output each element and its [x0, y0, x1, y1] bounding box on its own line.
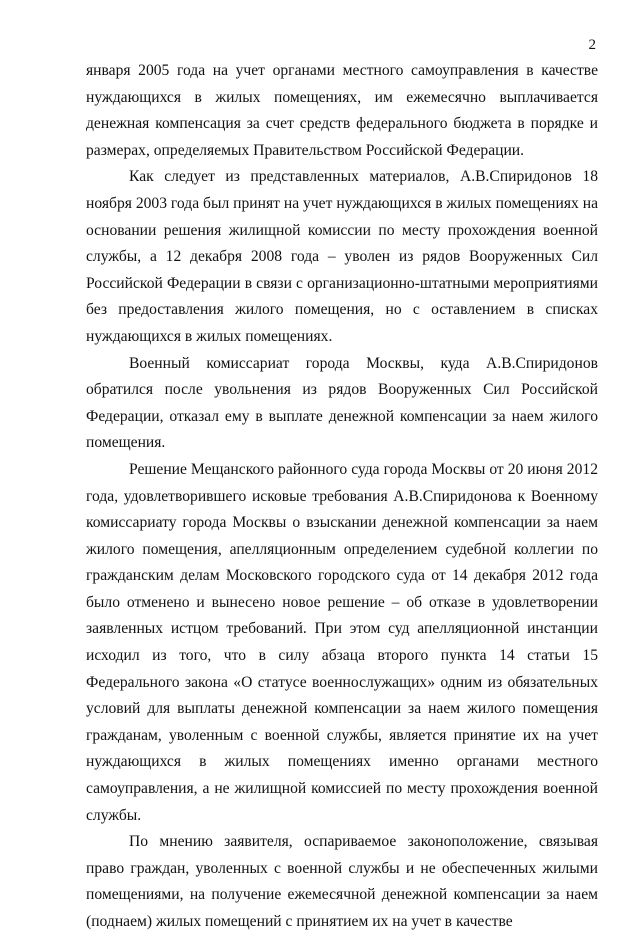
page-number: 2 — [588, 37, 596, 53]
paragraph-court-decision: Решение Мещанского районного суда города Москвы от 20 июня 2012 года, удовлетворившего исковые требования А.В.Спиридонова к Военному комиссариату города Москвы о взыскании денежной компенсации за наем жилого помещения, апелляционным определением судебной коллегии по гражданским делам Московского городского суда от 14 декабря 2012 года было отменено и вынесено новое решение – об отказе в удовлетворении заявленных истцом требований. При этом суд апелляционной инстанции исходил из того, что в силу абзаца второго пункта 14 статьи 15 Федерального закона «О статусе военнослужащих» одним из обязательных условий для выплаты денежной компенсации за наем жилого помещения гражданам, уволенным с военной службы, является принятие их на учет нуждающихся в жилых помещениях именно органами местного самоуправления, а не жилищной комиссией по месту прохождения военной службы. — [86, 460, 598, 824]
paragraph-registration-facts: Как следует из представленных материалов, А.В.Спиридонов 18 ноября 2003 года был принят на учет нуждающихся в жилых помещениях на основании решения жилищной комиссии по месту прохождения военной службы, а 12 декабря 2008 года – уволен из рядов Вооруженных Сил Российской Федерации в связи с организационно-штатными мероприятиями без предоставления жилого помещения, но с оставлением в списках нуждающихся в жилых помещениях. — [86, 168, 598, 345]
document-body — [86, 58, 598, 936]
paragraph-continuation: января 2005 года на учет органами местного самоуправления в качестве нуждающихся в жилых помещениях, им ежемесячно выплачивается денежная компенсация за счет средств федерального бюджета в порядке и размерах, определяемых Правительством Российской Федерации. — [86, 62, 598, 159]
paragraph-commissariat-refusal: Военный комиссариат города Москвы, куда А.В.Спиридонов обратился после увольнения из рядов Вооруженных Сил Российской Федерации, отказал ему в выплате денежной компенсации за наем жилого помещения. — [86, 354, 598, 452]
paragraph-applicant-opinion: По мнению заявителя, оспариваемое законоположение, связывая право граждан, уволенных с военной службы и не обеспеченных жилыми помещениями, на получение ежемесячной денежной компенсации за наем (поднаем) жилых помещений с принятием их на учет в качестве — [86, 833, 598, 930]
